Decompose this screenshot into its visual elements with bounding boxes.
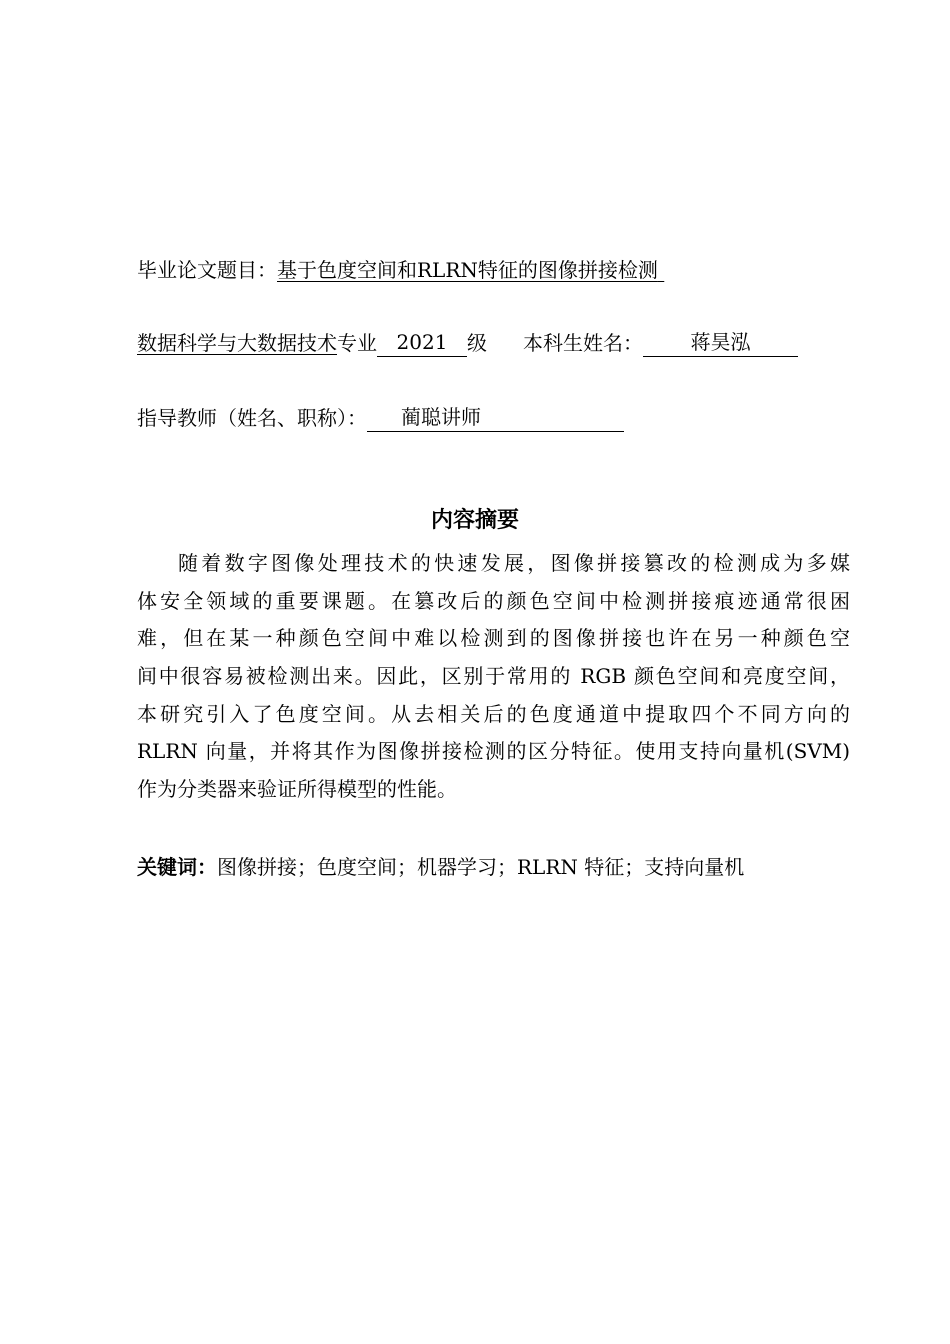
advisor-value: 蔺聪讲师 <box>401 405 481 429</box>
advisor-value-field <box>367 405 624 432</box>
major-suffix: 专业 <box>337 331 377 355</box>
enrollment-year: 2021 <box>377 330 467 357</box>
abstract-line: 体安全领域的重要课题。在篡改后的颜色空间中检测拼接痕迹通常很困 <box>137 588 850 613</box>
year-suffix: 级 <box>467 331 487 355</box>
abstract-line: 间中很容易被检测出来。因此，区别于常用的 RGB 颜色空间和亮度空间， <box>137 664 850 689</box>
abstract-line: 作为分类器来验证所得模型的性能。 <box>137 777 457 802</box>
abstract-line: 随着数字图像处理技术的快速发展，图像拼接篡改的检测成为多媒 <box>178 551 850 575</box>
abstract-body <box>137 545 850 809</box>
thesis-title-label: 毕业论文题目： <box>137 258 277 282</box>
abstract-line: RLRN 向量，并将其作为图像拼接检测的区分特征。使用支持向量机(SVM) <box>137 739 850 764</box>
thesis-title-line <box>137 256 664 284</box>
thesis-title-value: 基于色度空间和RLRN特征的图像拼接检测 <box>277 258 658 282</box>
student-name-value: 蒋昊泓 <box>643 330 798 357</box>
major-name: 数据科学与大数据技术 <box>137 331 337 355</box>
advisor-label: 指导教师（姓名、职称）： <box>137 406 367 430</box>
major-student-line <box>137 329 798 357</box>
keywords-label: 关键词： <box>137 855 217 879</box>
advisor-line <box>137 404 624 432</box>
student-name-label: 本科生姓名： <box>523 331 643 355</box>
abstract-line: 难，但在某一种颜色空间中难以检测到的图像拼接也许在另一种颜色空 <box>137 626 850 651</box>
abstract-line: 本研究引入了色度空间。从去相关后的色度通道中提取四个不同方向的 <box>137 701 850 726</box>
keywords-line <box>137 853 744 881</box>
keywords-value: 图像拼接；色度空间；机器学习；RLRN 特征；支持向量机 <box>217 855 745 879</box>
abstract-heading: 内容摘要 <box>430 508 519 533</box>
